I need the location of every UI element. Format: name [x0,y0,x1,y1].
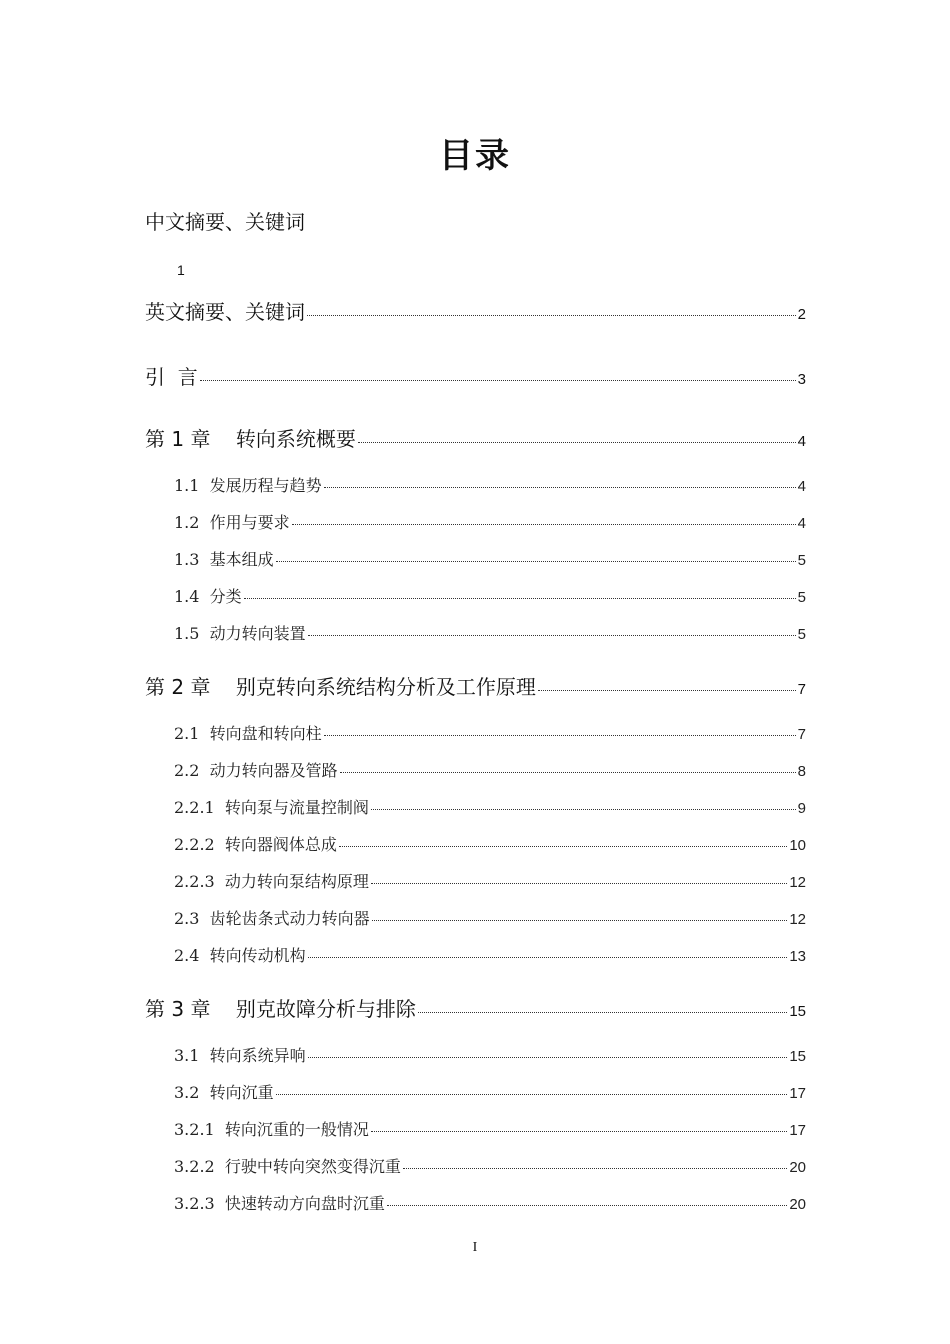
toc-dot-leader [276,1094,788,1095]
toc-entry[interactable] [174,621,806,644]
toc-entry[interactable] [174,1117,806,1140]
toc-entry-label: 2.3 齿轮齿条式动力转向器 [174,909,370,928]
toc-entry[interactable] [174,547,806,570]
toc-dot-leader [324,487,796,488]
toc-entry-label: 1.1 发展历程与趋势 [174,476,322,495]
toc-entry[interactable] [145,423,806,452]
toc-dot-leader [308,957,788,958]
toc-entry-label: 英文摘要、关键词 [145,300,305,324]
toc-dot-leader [307,315,796,316]
toc-entry[interactable] [145,671,806,700]
toc-entry-page: 13 [789,948,806,965]
toc-entry[interactable] [174,943,806,966]
toc-entry-page: 20 [789,1159,806,1176]
toc-entry-page: 5 [797,626,806,643]
toc-dot-leader [372,920,788,921]
toc-entry-label: 2.2.2 转向器阀体总成 [174,835,337,854]
toc-entry-label: 第 3 章 别克故障分析与排除 [145,997,416,1021]
toc-dot-leader [538,690,796,691]
toc-entry[interactable] [174,584,806,607]
toc-dot-leader [339,846,787,847]
toc-entry-page: 7 [797,681,806,698]
toc-entry[interactable] [174,795,806,818]
toc-dot-leader [292,524,796,525]
toc-entry-label: 引 言 [145,365,198,389]
toc-entry-label: 第 1 章 转向系统概要 [145,427,356,451]
toc-dot-leader [308,635,796,636]
toc-dot-leader [403,1168,787,1169]
toc-entry[interactable] [174,758,806,781]
toc-entry-label: 3.2.3 快速转动方向盘时沉重 [174,1194,385,1213]
toc-entry-chinese-abstract-page: 1 [177,262,185,278]
toc-entry-page: 5 [797,589,806,606]
toc-entry-page: 9 [797,800,806,817]
toc-dot-leader [371,809,796,810]
toc-entry-page: 20 [789,1196,806,1213]
toc-entry-label: 3.2.2 行驶中转向突然变得沉重 [174,1157,401,1176]
toc-entry-label: 2.2 动力转向器及管路 [174,761,338,780]
toc-entry-label: 2.4 转向传动机构 [174,946,306,965]
toc-entry[interactable] [174,869,806,892]
toc-entry-page: 4 [797,515,806,532]
toc-entry-page: 17 [789,1122,806,1139]
toc-entry-page: 5 [797,552,806,569]
toc-entry-page: 4 [797,433,806,450]
toc-dot-leader [387,1205,787,1206]
toc-dot-leader [358,442,796,443]
toc-entry[interactable] [145,993,806,1022]
toc-entry-page: 12 [789,874,806,891]
toc-dot-leader [276,561,796,562]
toc-dot-leader [340,772,796,773]
toc-dot-leader [371,883,787,884]
toc-entry-label: 3.2.1 转向沉重的一般情况 [174,1120,369,1139]
toc-entry-chinese-abstract: 中文摘要、关键词 [145,210,305,234]
toc-entry-label: 3.2 转向沉重 [174,1083,274,1102]
toc-entry[interactable] [145,361,806,390]
toc-entry-label: 2.1 转向盘和转向柱 [174,724,322,743]
toc-entry-label: 1.2 作用与要求 [174,513,290,532]
toc-entry[interactable] [145,296,806,325]
toc-entry-page: 17 [789,1085,806,1102]
toc-entry-label: 1.5 动力转向装置 [174,624,306,643]
toc-dot-leader [244,598,796,599]
toc-entry-page: 12 [789,911,806,928]
toc-dot-leader [418,1012,787,1013]
toc-entry[interactable] [174,832,806,855]
toc-entry[interactable] [174,1154,806,1177]
toc-dot-leader [324,735,796,736]
toc-entry-page: 3 [797,371,806,388]
toc-entry-label: 3.1 转向系统异响 [174,1046,306,1065]
toc-entry[interactable] [174,1043,806,1066]
toc-entry-page: 15 [789,1003,806,1020]
toc-entry-label: 2.2.3 动力转向泵结构原理 [174,872,369,891]
toc-entry[interactable] [174,473,806,496]
toc-entry-page: 8 [797,763,806,780]
toc-entry-label: 1.4 分类 [174,587,242,606]
toc-entry-page: 7 [797,726,806,743]
toc-entry-label: 1.3 基本组成 [174,550,274,569]
toc-entry[interactable] [174,906,806,929]
toc-entry-page: 2 [797,306,806,323]
toc-entry[interactable] [174,1191,806,1214]
toc-entry-page: 4 [797,478,806,495]
toc-dot-leader [200,380,796,381]
toc-entry-label: 第 2 章 别克转向系统结构分析及工作原理 [145,675,536,699]
toc-entry[interactable] [174,1080,806,1103]
toc-dot-leader [308,1057,788,1058]
toc-entry-page: 15 [789,1048,806,1065]
toc-entry-label: 2.2.1 转向泵与流量控制阀 [174,798,369,817]
toc-dot-leader [371,1131,787,1132]
toc-entry-page: 10 [789,837,806,854]
toc-entry[interactable] [174,510,806,533]
page-number-footer: I [472,1240,478,1255]
toc-entry[interactable] [174,721,806,744]
page-title: 目录 [439,136,511,176]
